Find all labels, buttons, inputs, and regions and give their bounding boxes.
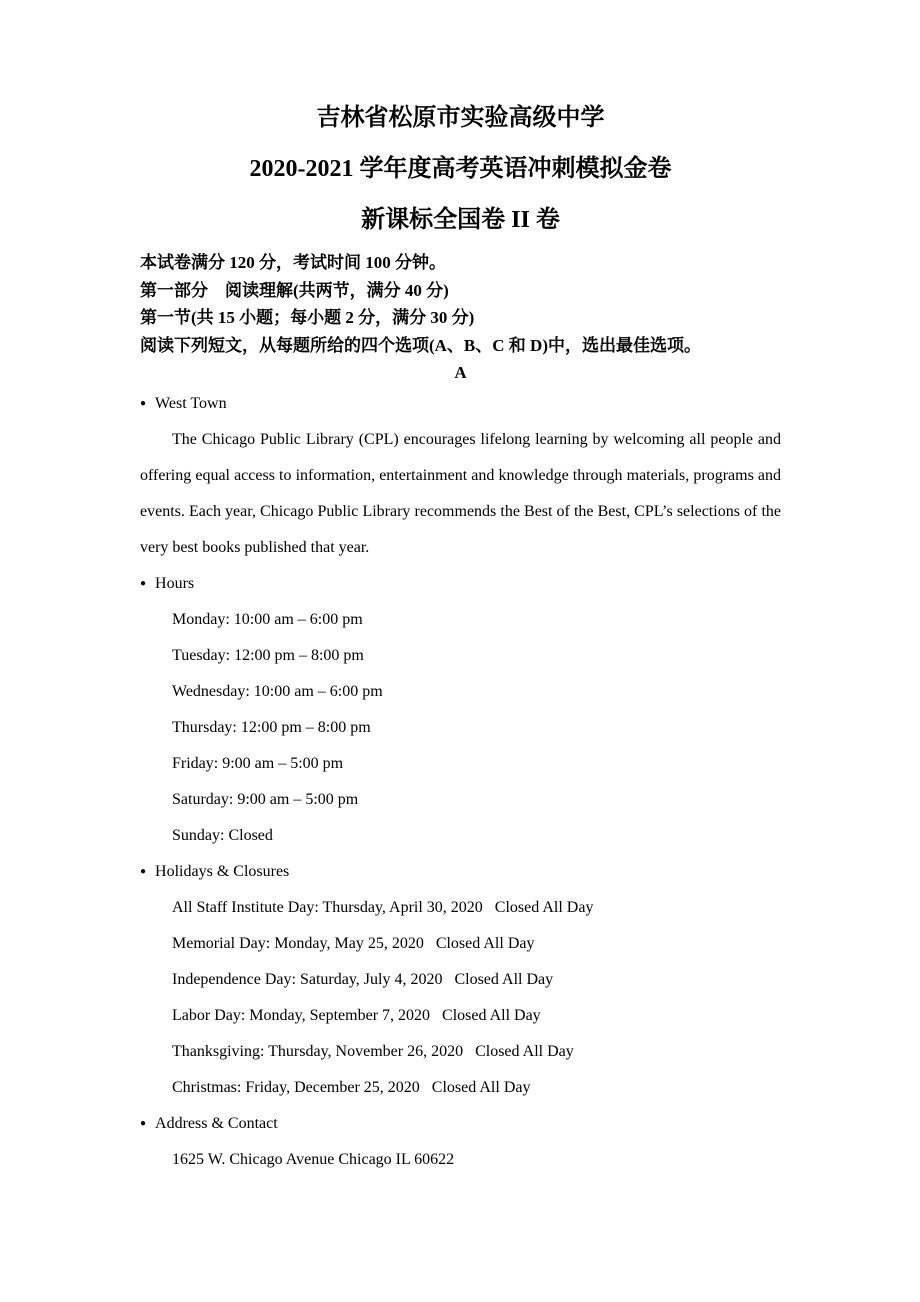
address-line: 1625 W. Chicago Avenue Chicago IL 60622	[172, 1151, 455, 1168]
hours-item-tuesday: Tuesday: 12:00 pm – 8:00 pm	[172, 647, 364, 664]
heading-west-town-text: West Town	[155, 395, 227, 412]
bullet-icon: ●	[140, 1118, 147, 1129]
holiday-item-christmas: Christmas: Friday, December 25, 2020 Closed All Day	[172, 1079, 531, 1096]
hours-item-thursday: Thursday: 12:00 pm – 8:00 pm	[172, 719, 371, 736]
exam-score-time-line: 本试卷满分 120 分，考试时间 100 分钟。	[140, 253, 446, 272]
heading-address	[140, 1106, 781, 1142]
hours-list	[140, 602, 781, 854]
holiday-item-thanksgiving: Thanksgiving: Thursday, November 26, 2020 Closed All Day	[172, 1043, 574, 1060]
hours-item-friday: Friday: 9:00 am – 5:00 pm	[172, 755, 344, 772]
exam-instructions	[140, 249, 781, 359]
heading-holidays	[140, 854, 781, 890]
heading-hours-text: Hours	[155, 575, 195, 592]
holiday-item-staff-day: All Staff Institute Day: Thursday, April 30, 2020 Closed All Day	[172, 899, 594, 916]
school-title: 吉林省松原市实验高级中学	[316, 105, 605, 131]
hours-item-sunday: Sunday: Closed	[172, 827, 273, 844]
heading-west-town	[140, 386, 781, 422]
passage-intro-paragraph: The Chicago Public Library (CPL) encourages lifelong learning by welcoming all people and offering equal access to information, entertainment and knowledge through materials, programs and events. Each year, Chicago Public Library recommends the Best of the Best, CPL’s selections of the very best books published that year.	[140, 431, 781, 556]
bullet-icon: ●	[140, 398, 147, 409]
part-one-heading: 第一部分 阅读理解(共两节，满分 40 分)	[140, 280, 449, 300]
passage-label: A	[454, 363, 467, 382]
holiday-item-labor-day: Labor Day: Monday, September 7, 2020 Closed All Day	[172, 1007, 541, 1024]
holiday-item-independence-day: Independence Day: Saturday, July 4, 2020 Closed All Day	[172, 971, 554, 988]
reading-directions: 阅读下列短文，从每题所给的四个选项(A、B、C 和 D)中，选出最佳选项。	[140, 335, 701, 355]
section-one-heading: 第一节(共 15 小题；每小题 2 分，满分 30 分)	[140, 308, 475, 327]
heading-address-text: Address & Contact	[155, 1115, 278, 1132]
holiday-item-memorial-day: Memorial Day: Monday, May 25, 2020 Closed All Day	[172, 935, 535, 952]
hours-item-wednesday: Wednesday: 10:00 am – 6:00 pm	[172, 683, 383, 700]
holidays-list	[140, 890, 781, 1106]
hours-item-monday: Monday: 10:00 am – 6:00 pm	[172, 611, 363, 628]
bullet-icon: ●	[140, 866, 147, 877]
bullet-icon: ●	[140, 578, 147, 589]
hours-item-saturday: Saturday: 9:00 am – 5:00 pm	[172, 791, 359, 808]
paper-version-title: 新课标全国卷 II 卷	[361, 207, 560, 233]
heading-hours	[140, 566, 781, 602]
exam-title: 2020-2021 学年度高考英语冲刺模拟金卷	[249, 156, 672, 182]
heading-holidays-text: Holidays & Closures	[155, 863, 290, 880]
